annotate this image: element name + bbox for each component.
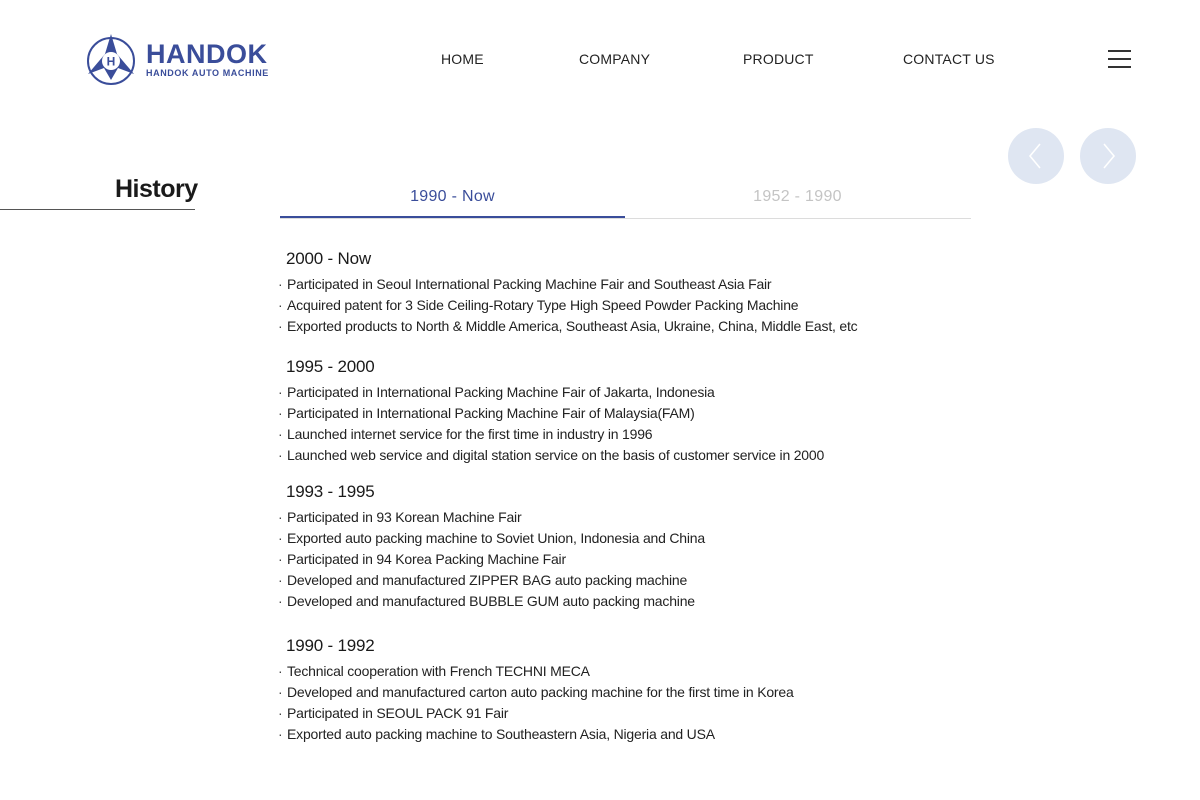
history-section — [278, 356, 824, 466]
chevron-left-icon — [1026, 141, 1046, 171]
history-section — [278, 248, 857, 337]
chevron-right-icon — [1098, 141, 1118, 171]
title-underline — [0, 209, 195, 210]
prev-button[interactable] — [1008, 128, 1064, 184]
history-item: · Participated in International Packing Machine Fair of Jakarta, Indonesia — [278, 382, 824, 403]
nav-item-company[interactable]: COMPANY — [579, 51, 651, 67]
period-tabs — [280, 188, 971, 219]
brand-tagline: HANDOK AUTO MACHINE — [146, 67, 269, 78]
history-item: · Exported auto packing machine to Southeastern Asia, Nigeria and USA — [278, 724, 794, 745]
history-item: · Launched web service and digital station service on the basis of customer service in 2000 — [278, 445, 824, 466]
history-item: · Participated in 93 Korean Machine Fair — [278, 507, 705, 528]
logo-mark-letter: H — [106, 54, 116, 69]
next-button[interactable] — [1080, 128, 1136, 184]
history-item: · Participated in Seoul International Packing Machine Fair and Southeast Asia Fair — [278, 274, 857, 295]
history-item: · Technical cooperation with French TECHNI MECA — [278, 661, 794, 682]
page-title: History — [115, 175, 198, 203]
history-item: · Exported auto packing machine to Soviet Union, Indonesia and China — [278, 528, 705, 549]
history-item: · Launched internet service for the first time in industry in 1996 — [278, 424, 824, 445]
nav-item-contact-us[interactable]: CONTACT US — [903, 51, 995, 67]
history-item: · Exported products to North & Middle America, Southeast Asia, Ukraine, China, Middle East, etc — [278, 316, 857, 337]
tab-1952-1990[interactable]: 1952 - 1990 — [753, 188, 842, 205]
history-item: · Developed and manufactured ZIPPER BAG auto packing machine — [278, 570, 705, 591]
nav-item-home[interactable]: HOME — [441, 51, 484, 67]
history-section — [278, 635, 794, 745]
history-section — [278, 481, 705, 612]
nav-item-product[interactable]: PRODUCT — [743, 51, 814, 67]
history-item: · Participated in International Packing Machine Fair of Malaysia(FAM) — [278, 403, 824, 424]
history-item: · Developed and manufactured BUBBLE GUM auto packing machine — [278, 591, 705, 612]
section-period: 1990 - 1992 — [286, 636, 375, 655]
history-item: · Developed and manufactured carton auto packing machine for the first time in Korea — [278, 682, 794, 703]
history-item: · Acquired patent for 3 Side Ceiling-Rotary Type High Speed Powder Packing Machine — [278, 295, 857, 316]
section-period: 1993 - 1995 — [286, 482, 375, 501]
tab-1990-now[interactable]: 1990 - Now — [280, 188, 625, 218]
history-item: · Participated in 94 Korea Packing Machine Fair — [278, 549, 705, 570]
main-nav — [0, 51, 1200, 71]
section-period: 1995 - 2000 — [286, 357, 375, 376]
hamburger-icon[interactable] — [1108, 50, 1131, 68]
brand-name: HANDOK — [146, 38, 268, 69]
section-period: 2000 - Now — [286, 249, 371, 268]
history-item: · Participated in SEOUL PACK 91 Fair — [278, 703, 794, 724]
